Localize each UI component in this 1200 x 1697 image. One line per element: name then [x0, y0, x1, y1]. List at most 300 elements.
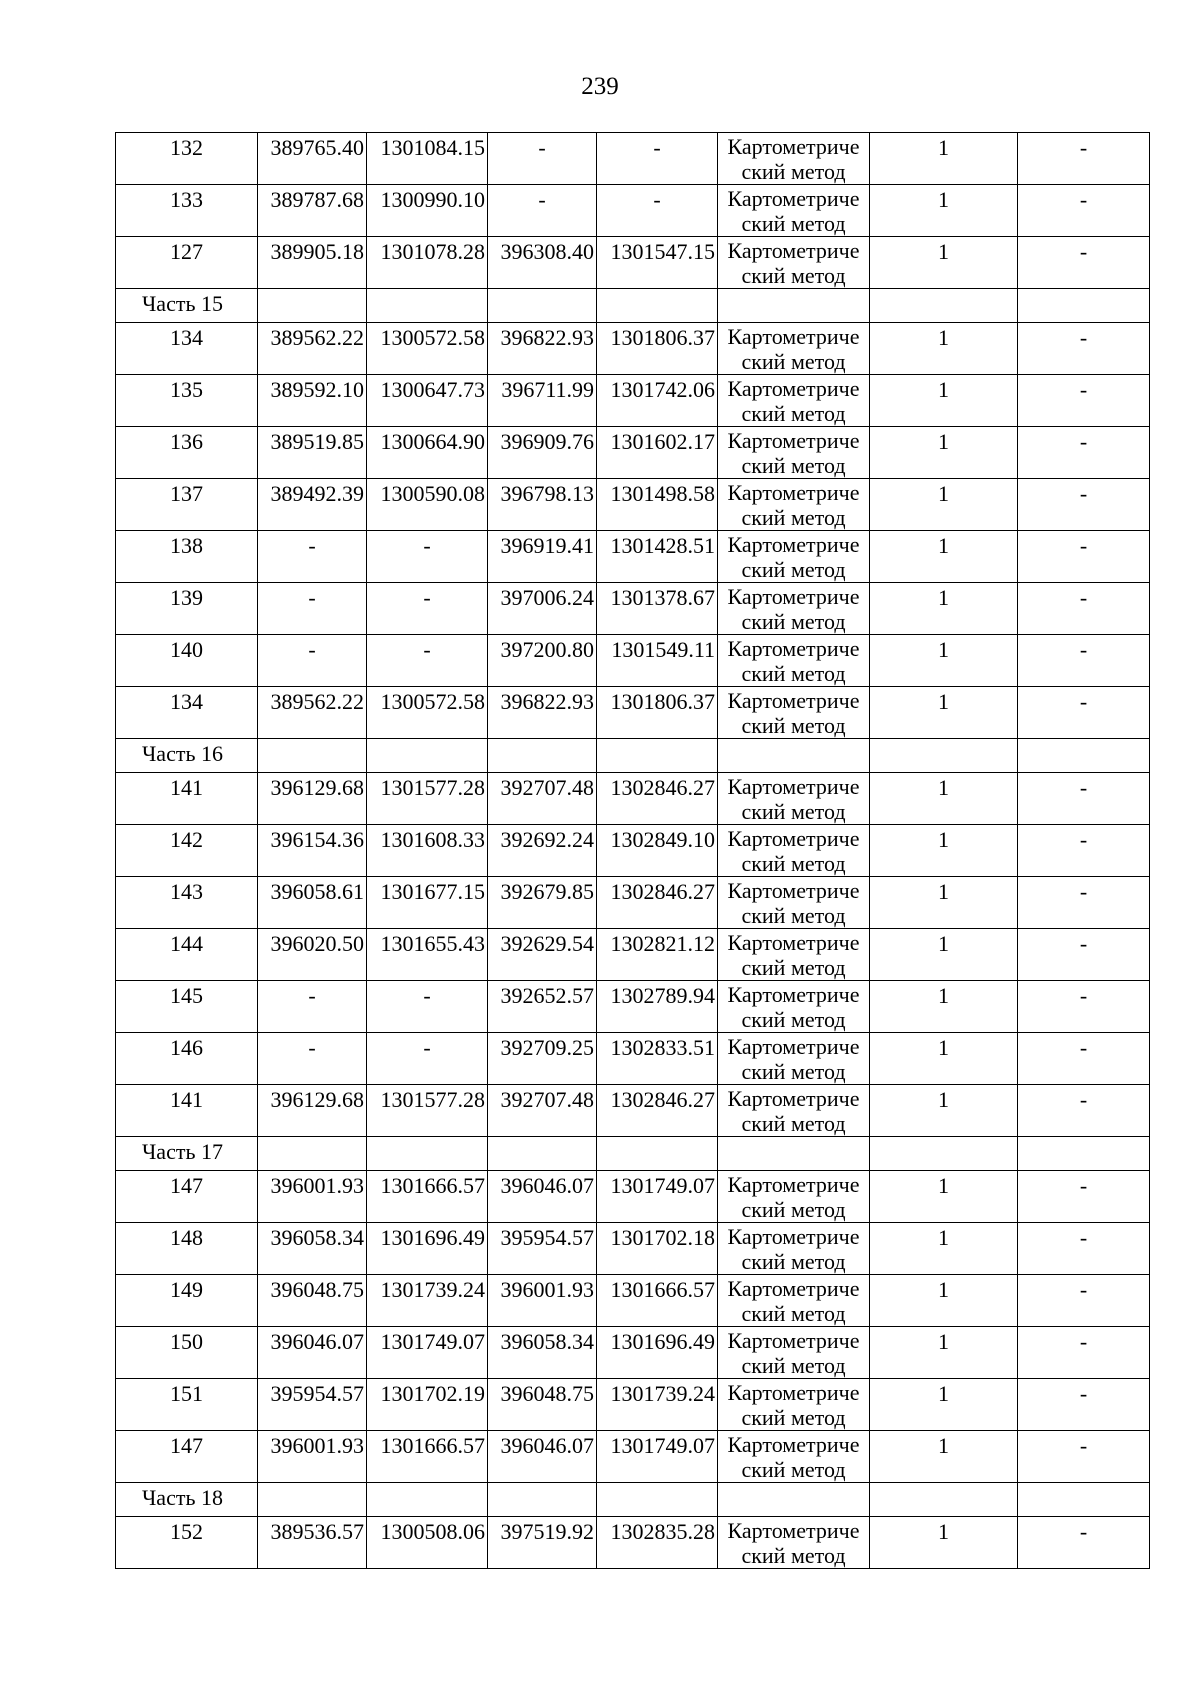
method-cell	[718, 635, 870, 687]
accuracy-cell: 1	[870, 1171, 1018, 1223]
point-number-cell: 137	[116, 479, 258, 531]
y-new-cell: 1301666.57	[597, 1275, 718, 1327]
note-cell: -	[1018, 1379, 1150, 1431]
x-new-cell: 392692.24	[488, 825, 597, 877]
x-old-cell: -	[258, 1033, 367, 1085]
y-old-cell: 1301677.15	[367, 877, 488, 929]
point-number-cell: 142	[116, 825, 258, 877]
empty-cell	[367, 289, 488, 323]
accuracy-cell: 1	[870, 825, 1018, 877]
y-new-cell: 1301696.49	[597, 1327, 718, 1379]
y-new-cell: 1302821.12	[597, 929, 718, 981]
point-number-cell: 138	[116, 531, 258, 583]
x-old-cell: 389562.22	[258, 323, 367, 375]
x-old-cell: 389519.85	[258, 427, 367, 479]
empty-cell	[870, 1137, 1018, 1171]
table-row	[116, 773, 1150, 825]
note-cell: -	[1018, 981, 1150, 1033]
note-cell: -	[1018, 1085, 1150, 1137]
method-line-2: ский метод	[741, 453, 846, 478]
y-old-cell: 1301577.28	[367, 773, 488, 825]
x-new-cell: 392629.54	[488, 929, 597, 981]
note-cell: -	[1018, 1171, 1150, 1223]
x-new-cell: 396046.07	[488, 1171, 597, 1223]
method-line-1: Картометриче	[727, 1086, 860, 1111]
method-cell	[718, 583, 870, 635]
point-number-cell: 141	[116, 773, 258, 825]
method-line-2: ский метод	[741, 349, 846, 374]
table-row	[116, 1033, 1150, 1085]
point-number-cell: 133	[116, 185, 258, 237]
section-label: Часть 18	[116, 1483, 258, 1517]
point-number-cell: 151	[116, 1379, 258, 1431]
method-cell	[718, 1431, 870, 1483]
x-old-cell: -	[258, 981, 367, 1033]
note-cell: -	[1018, 825, 1150, 877]
method-line-1: Картометриче	[727, 324, 860, 349]
empty-cell	[870, 289, 1018, 323]
note-cell: -	[1018, 877, 1150, 929]
note-cell: -	[1018, 687, 1150, 739]
y-old-cell: -	[367, 1033, 488, 1085]
x-old-cell: 396058.34	[258, 1223, 367, 1275]
method-line-2: ский метод	[741, 1007, 846, 1032]
table-row	[116, 877, 1150, 929]
point-number-cell: 140	[116, 635, 258, 687]
method-cell	[718, 479, 870, 531]
method-line-1: Картометриче	[727, 186, 860, 211]
empty-cell	[1018, 1137, 1150, 1171]
empty-cell	[870, 1483, 1018, 1517]
note-cell: -	[1018, 323, 1150, 375]
table-row	[116, 1223, 1150, 1275]
table-row	[116, 133, 1150, 185]
method-line-1: Картометриче	[727, 238, 860, 263]
note-cell: -	[1018, 773, 1150, 825]
y-new-cell: 1301749.07	[597, 1431, 718, 1483]
method-cell	[718, 185, 870, 237]
point-number-cell: 135	[116, 375, 258, 427]
y-old-cell: 1301078.28	[367, 237, 488, 289]
method-cell	[718, 687, 870, 739]
x-old-cell: -	[258, 583, 367, 635]
empty-cell	[1018, 739, 1150, 773]
empty-cell	[1018, 1483, 1150, 1517]
point-number-cell: 148	[116, 1223, 258, 1275]
y-new-cell: 1302846.27	[597, 1085, 718, 1137]
y-new-cell: -	[597, 133, 718, 185]
method-cell	[718, 237, 870, 289]
x-new-cell: 392679.85	[488, 877, 597, 929]
x-old-cell: 396001.93	[258, 1431, 367, 1483]
accuracy-cell: 1	[870, 1517, 1018, 1569]
y-new-cell: 1301702.18	[597, 1223, 718, 1275]
method-line-2: ский метод	[741, 1543, 846, 1568]
method-cell	[718, 1033, 870, 1085]
section-label: Часть 16	[116, 739, 258, 773]
x-old-cell: 389765.40	[258, 133, 367, 185]
section-label: Часть 17	[116, 1137, 258, 1171]
y-old-cell: 1301655.43	[367, 929, 488, 981]
empty-cell	[597, 739, 718, 773]
method-line-1: Картометриче	[727, 532, 860, 557]
table-row	[116, 1327, 1150, 1379]
table-row	[116, 1517, 1150, 1569]
method-line-1: Картометриче	[727, 878, 860, 903]
table-row	[116, 825, 1150, 877]
empty-cell	[367, 739, 488, 773]
note-cell: -	[1018, 479, 1150, 531]
accuracy-cell: 1	[870, 1327, 1018, 1379]
y-new-cell: 1301428.51	[597, 531, 718, 583]
x-old-cell: -	[258, 531, 367, 583]
method-line-2: ский метод	[741, 661, 846, 686]
x-old-cell: 396020.50	[258, 929, 367, 981]
y-new-cell: 1301806.37	[597, 323, 718, 375]
note-cell: -	[1018, 1275, 1150, 1327]
y-new-cell: -	[597, 185, 718, 237]
table-row	[116, 1085, 1150, 1137]
method-line-2: ский метод	[741, 903, 846, 928]
accuracy-cell: 1	[870, 1275, 1018, 1327]
y-old-cell: 1301666.57	[367, 1171, 488, 1223]
method-line-2: ский метод	[741, 851, 846, 876]
x-old-cell: 396154.36	[258, 825, 367, 877]
method-line-1: Картометриче	[727, 584, 860, 609]
y-old-cell: 1300664.90	[367, 427, 488, 479]
x-new-cell: 396048.75	[488, 1379, 597, 1431]
accuracy-cell: 1	[870, 773, 1018, 825]
table-row	[116, 185, 1150, 237]
point-number-cell: 144	[116, 929, 258, 981]
point-number-cell: 134	[116, 687, 258, 739]
method-cell	[718, 1275, 870, 1327]
x-old-cell: 396129.68	[258, 773, 367, 825]
empty-cell	[258, 289, 367, 323]
x-new-cell: 396001.93	[488, 1275, 597, 1327]
x-old-cell: 389592.10	[258, 375, 367, 427]
y-new-cell: 1302833.51	[597, 1033, 718, 1085]
method-line-2: ский метод	[741, 1111, 846, 1136]
method-cell	[718, 981, 870, 1033]
method-cell	[718, 773, 870, 825]
table-row	[116, 687, 1150, 739]
method-line-1: Картометриче	[727, 774, 860, 799]
x-old-cell: 389562.22	[258, 687, 367, 739]
accuracy-cell: 1	[870, 687, 1018, 739]
x-new-cell: 392707.48	[488, 1085, 597, 1137]
empty-cell	[597, 1137, 718, 1171]
table-row	[116, 981, 1150, 1033]
table-row	[116, 323, 1150, 375]
y-new-cell: 1301806.37	[597, 687, 718, 739]
method-line-1: Картометриче	[727, 1276, 860, 1301]
y-old-cell: 1300508.06	[367, 1517, 488, 1569]
x-new-cell: 396308.40	[488, 237, 597, 289]
y-old-cell: -	[367, 635, 488, 687]
y-new-cell: 1302846.27	[597, 773, 718, 825]
point-number-cell: 136	[116, 427, 258, 479]
note-cell: -	[1018, 375, 1150, 427]
y-old-cell: 1301702.19	[367, 1379, 488, 1431]
empty-cell	[488, 739, 597, 773]
table-row	[116, 1431, 1150, 1483]
point-number-cell: 132	[116, 133, 258, 185]
empty-cell	[367, 1137, 488, 1171]
y-old-cell: 1300590.08	[367, 479, 488, 531]
y-new-cell: 1302849.10	[597, 825, 718, 877]
point-number-cell: 141	[116, 1085, 258, 1137]
y-new-cell: 1301742.06	[597, 375, 718, 427]
accuracy-cell: 1	[870, 877, 1018, 929]
section-row	[116, 1483, 1150, 1517]
empty-cell	[488, 1137, 597, 1171]
method-line-2: ский метод	[741, 505, 846, 530]
method-cell	[718, 877, 870, 929]
x-new-cell: 396919.41	[488, 531, 597, 583]
method-line-2: ский метод	[741, 263, 846, 288]
method-line-1: Картометриче	[727, 480, 860, 505]
y-old-cell: -	[367, 981, 488, 1033]
note-cell: -	[1018, 237, 1150, 289]
method-line-2: ский метод	[741, 1353, 846, 1378]
accuracy-cell: 1	[870, 133, 1018, 185]
x-old-cell: 396058.61	[258, 877, 367, 929]
coordinates-table	[115, 132, 1150, 1569]
table-row	[116, 1275, 1150, 1327]
empty-cell	[718, 1137, 870, 1171]
x-new-cell: -	[488, 133, 597, 185]
method-line-2: ский метод	[741, 1301, 846, 1326]
note-cell: -	[1018, 1517, 1150, 1569]
method-cell	[718, 1517, 870, 1569]
x-old-cell: 395954.57	[258, 1379, 367, 1431]
y-old-cell: 1301696.49	[367, 1223, 488, 1275]
y-old-cell: 1300647.73	[367, 375, 488, 427]
point-number-cell: 127	[116, 237, 258, 289]
accuracy-cell: 1	[870, 1431, 1018, 1483]
method-line-2: ский метод	[741, 609, 846, 634]
method-line-1: Картометриче	[727, 1432, 860, 1457]
method-line-1: Картометриче	[727, 826, 860, 851]
method-line-2: ский метод	[741, 1059, 846, 1084]
accuracy-cell: 1	[870, 981, 1018, 1033]
method-cell	[718, 375, 870, 427]
method-line-2: ский метод	[741, 557, 846, 582]
y-new-cell: 1301749.07	[597, 1171, 718, 1223]
y-old-cell: 1301084.15	[367, 133, 488, 185]
method-line-1: Картометриче	[727, 1224, 860, 1249]
section-row	[116, 1137, 1150, 1171]
method-line-2: ский метод	[741, 1457, 846, 1482]
point-number-cell: 149	[116, 1275, 258, 1327]
y-new-cell: 1301549.11	[597, 635, 718, 687]
table-row	[116, 583, 1150, 635]
accuracy-cell: 1	[870, 323, 1018, 375]
method-cell	[718, 1327, 870, 1379]
method-line-1: Картометриче	[727, 376, 860, 401]
y-new-cell: 1301547.15	[597, 237, 718, 289]
note-cell: -	[1018, 929, 1150, 981]
empty-cell	[488, 1483, 597, 1517]
x-new-cell: 392652.57	[488, 981, 597, 1033]
accuracy-cell: 1	[870, 635, 1018, 687]
accuracy-cell: 1	[870, 929, 1018, 981]
y-old-cell: -	[367, 531, 488, 583]
accuracy-cell: 1	[870, 375, 1018, 427]
accuracy-cell: 1	[870, 1379, 1018, 1431]
table-row	[116, 1171, 1150, 1223]
note-cell: -	[1018, 635, 1150, 687]
x-new-cell: 397519.92	[488, 1517, 597, 1569]
method-cell	[718, 427, 870, 479]
x-new-cell: 395954.57	[488, 1223, 597, 1275]
method-cell	[718, 825, 870, 877]
method-line-2: ский метод	[741, 955, 846, 980]
point-number-cell: 147	[116, 1171, 258, 1223]
method-cell	[718, 1223, 870, 1275]
method-line-2: ский метод	[741, 713, 846, 738]
empty-cell	[718, 739, 870, 773]
empty-cell	[597, 1483, 718, 1517]
section-row	[116, 739, 1150, 773]
method-line-1: Картометриче	[727, 134, 860, 159]
method-line-1: Картометриче	[727, 1328, 860, 1353]
method-line-1: Картометриче	[727, 1034, 860, 1059]
x-old-cell: -	[258, 635, 367, 687]
y-new-cell: 1301739.24	[597, 1379, 718, 1431]
accuracy-cell: 1	[870, 479, 1018, 531]
x-old-cell: 389787.68	[258, 185, 367, 237]
empty-cell	[870, 739, 1018, 773]
method-line-2: ский метод	[741, 1249, 846, 1274]
x-new-cell: 396822.93	[488, 323, 597, 375]
section-row	[116, 289, 1150, 323]
table-row	[116, 929, 1150, 981]
x-old-cell: 389536.57	[258, 1517, 367, 1569]
method-line-1: Картометриче	[727, 1380, 860, 1405]
accuracy-cell: 1	[870, 531, 1018, 583]
x-old-cell: 389905.18	[258, 237, 367, 289]
y-old-cell: 1301608.33	[367, 825, 488, 877]
method-line-1: Картометриче	[727, 982, 860, 1007]
method-line-1: Картометриче	[727, 636, 860, 661]
x-new-cell: 396822.93	[488, 687, 597, 739]
method-line-2: ский метод	[741, 159, 846, 184]
point-number-cell: 150	[116, 1327, 258, 1379]
method-line-1: Картометриче	[727, 688, 860, 713]
empty-cell	[597, 289, 718, 323]
x-new-cell: -	[488, 185, 597, 237]
point-number-cell: 139	[116, 583, 258, 635]
accuracy-cell: 1	[870, 1223, 1018, 1275]
method-cell	[718, 929, 870, 981]
accuracy-cell: 1	[870, 237, 1018, 289]
empty-cell	[367, 1483, 488, 1517]
note-cell: -	[1018, 427, 1150, 479]
method-cell	[718, 323, 870, 375]
table-row	[116, 237, 1150, 289]
empty-cell	[718, 289, 870, 323]
accuracy-cell: 1	[870, 1085, 1018, 1137]
point-number-cell: 147	[116, 1431, 258, 1483]
method-line-2: ский метод	[741, 401, 846, 426]
table-row	[116, 531, 1150, 583]
y-new-cell: 1302789.94	[597, 981, 718, 1033]
y-old-cell: 1301739.24	[367, 1275, 488, 1327]
method-line-2: ский метод	[741, 1405, 846, 1430]
y-old-cell: 1300572.58	[367, 323, 488, 375]
empty-cell	[488, 289, 597, 323]
table-row	[116, 479, 1150, 531]
method-line-1: Картометриче	[727, 1172, 860, 1197]
y-new-cell: 1301378.67	[597, 583, 718, 635]
y-new-cell: 1302835.28	[597, 1517, 718, 1569]
empty-cell	[258, 739, 367, 773]
note-cell: -	[1018, 583, 1150, 635]
note-cell: -	[1018, 133, 1150, 185]
x-new-cell: 396711.99	[488, 375, 597, 427]
point-number-cell: 146	[116, 1033, 258, 1085]
x-old-cell: 396129.68	[258, 1085, 367, 1137]
y-old-cell: 1300990.10	[367, 185, 488, 237]
table-row	[116, 635, 1150, 687]
note-cell: -	[1018, 1327, 1150, 1379]
x-old-cell: 396001.93	[258, 1171, 367, 1223]
note-cell: -	[1018, 531, 1150, 583]
empty-cell	[258, 1483, 367, 1517]
note-cell: -	[1018, 1431, 1150, 1483]
y-old-cell: 1301666.57	[367, 1431, 488, 1483]
note-cell: -	[1018, 1033, 1150, 1085]
x-new-cell: 392707.48	[488, 773, 597, 825]
x-old-cell: 389492.39	[258, 479, 367, 531]
method-cell	[718, 1379, 870, 1431]
method-line-2: ский метод	[741, 1197, 846, 1222]
y-old-cell: 1301749.07	[367, 1327, 488, 1379]
y-old-cell: 1301577.28	[367, 1085, 488, 1137]
table-body	[116, 133, 1150, 1569]
method-cell	[718, 133, 870, 185]
empty-cell	[1018, 289, 1150, 323]
method-cell	[718, 1171, 870, 1223]
x-new-cell: 392709.25	[488, 1033, 597, 1085]
section-label: Часть 15	[116, 289, 258, 323]
method-cell	[718, 1085, 870, 1137]
x-new-cell: 397200.80	[488, 635, 597, 687]
method-line-1: Картометриче	[727, 930, 860, 955]
y-new-cell: 1302846.27	[597, 877, 718, 929]
point-number-cell: 145	[116, 981, 258, 1033]
method-line-1: Картометриче	[727, 428, 860, 453]
y-old-cell: 1300572.58	[367, 687, 488, 739]
accuracy-cell: 1	[870, 1033, 1018, 1085]
method-cell	[718, 531, 870, 583]
note-cell: -	[1018, 185, 1150, 237]
x-new-cell: 396046.07	[488, 1431, 597, 1483]
accuracy-cell: 1	[870, 583, 1018, 635]
method-line-1: Картометриче	[727, 1518, 860, 1543]
point-number-cell: 143	[116, 877, 258, 929]
table-row	[116, 427, 1150, 479]
method-line-2: ский метод	[741, 799, 846, 824]
y-new-cell: 1301498.58	[597, 479, 718, 531]
empty-cell	[718, 1483, 870, 1517]
point-number-cell: 152	[116, 1517, 258, 1569]
x-new-cell: 396798.13	[488, 479, 597, 531]
accuracy-cell: 1	[870, 427, 1018, 479]
x-new-cell: 396058.34	[488, 1327, 597, 1379]
